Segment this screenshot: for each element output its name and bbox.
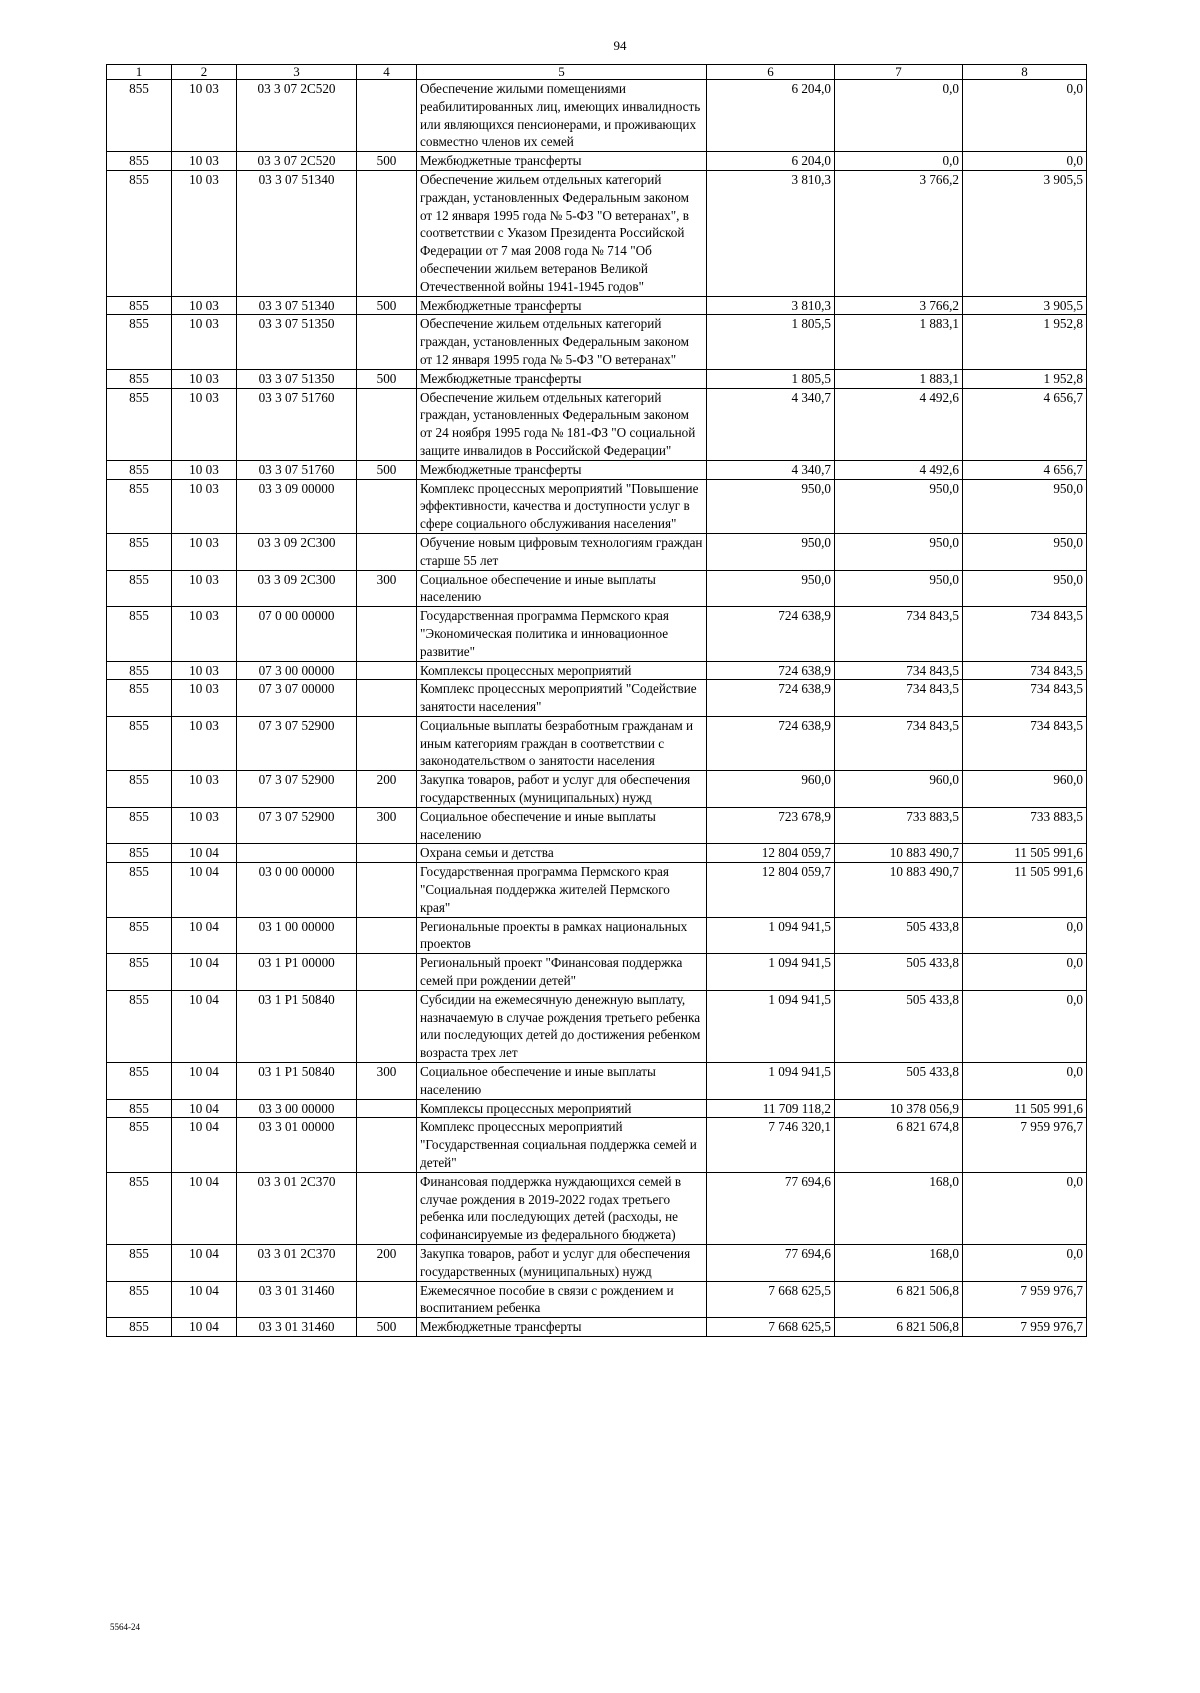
cell-amount-year3: 11 505 991,6 (963, 844, 1087, 863)
cell-amount-year3: 950,0 (963, 533, 1087, 570)
cell-target-article: 07 3 07 52900 (237, 807, 357, 844)
cell-amount-year2: 10 883 490,7 (835, 844, 963, 863)
cell-amount-year2: 6 821 674,8 (835, 1118, 963, 1172)
cell-amount-year3: 734 843,5 (963, 661, 1087, 680)
cell-amount-year2: 734 843,5 (835, 716, 963, 770)
cell-target-article: 07 3 07 00000 (237, 680, 357, 717)
table-row (107, 844, 1087, 863)
cell-section: 10 04 (172, 1281, 237, 1318)
col-header-6: 6 (707, 65, 835, 80)
cell-section: 10 03 (172, 369, 237, 388)
table-row (107, 990, 1087, 1062)
cell-amount-year1: 4 340,7 (707, 460, 835, 479)
cell-section: 10 03 (172, 716, 237, 770)
table-row (107, 771, 1087, 808)
table-row (107, 533, 1087, 570)
cell-name: Комплексы процессных мероприятий (417, 1099, 707, 1118)
table-row (107, 917, 1087, 954)
col-header-8: 8 (963, 65, 1087, 80)
cell-section: 10 04 (172, 1099, 237, 1118)
cell-target-article: 03 3 07 51350 (237, 315, 357, 369)
table-row (107, 296, 1087, 315)
cell-amount-year3: 11 505 991,6 (963, 863, 1087, 917)
cell-target-article: 03 3 07 51350 (237, 369, 357, 388)
cell-amount-year1: 1 805,5 (707, 315, 835, 369)
cell-target-article: 03 1 Р1 50840 (237, 1063, 357, 1100)
cell-ministry: 855 (107, 680, 172, 717)
cell-amount-year3: 1 952,8 (963, 369, 1087, 388)
cell-target-article: 03 3 07 2С520 (237, 80, 357, 152)
table-row (107, 1118, 1087, 1172)
cell-name: Межбюджетные трансферты (417, 369, 707, 388)
col-header-1: 1 (107, 65, 172, 80)
cell-expense-type (357, 479, 417, 533)
cell-amount-year1: 77 694,6 (707, 1172, 835, 1244)
cell-ministry: 855 (107, 570, 172, 607)
cell-target-article: 03 3 09 00000 (237, 479, 357, 533)
cell-section: 10 04 (172, 844, 237, 863)
cell-amount-year2: 4 492,6 (835, 460, 963, 479)
cell-amount-year1: 77 694,6 (707, 1245, 835, 1282)
cell-amount-year1: 3 810,3 (707, 170, 835, 296)
cell-amount-year3: 0,0 (963, 954, 1087, 991)
cell-expense-type (357, 954, 417, 991)
cell-amount-year2: 734 843,5 (835, 607, 963, 661)
cell-name: Межбюджетные трансферты (417, 152, 707, 171)
table-row (107, 388, 1087, 460)
cell-amount-year3: 1 952,8 (963, 315, 1087, 369)
cell-amount-year3: 3 905,5 (963, 296, 1087, 315)
cell-amount-year3: 734 843,5 (963, 607, 1087, 661)
cell-target-article (237, 844, 357, 863)
cell-amount-year1: 724 638,9 (707, 607, 835, 661)
cell-name: Обеспечение жильем отдельных категорий граждан, установленных Федеральным законом от 12 января 1995 года № 5-ФЗ "О ветеранах" (417, 315, 707, 369)
col-header-4: 4 (357, 65, 417, 80)
cell-amount-year1: 724 638,9 (707, 680, 835, 717)
cell-expense-type: 200 (357, 771, 417, 808)
cell-expense-type (357, 680, 417, 717)
cell-name: Межбюджетные трансферты (417, 1318, 707, 1337)
cell-expense-type (357, 1118, 417, 1172)
cell-amount-year2: 960,0 (835, 771, 963, 808)
table-row (107, 1245, 1087, 1282)
table-row (107, 1318, 1087, 1337)
cell-target-article: 07 3 07 52900 (237, 716, 357, 770)
cell-amount-year3: 7 959 976,7 (963, 1318, 1087, 1337)
cell-section: 10 04 (172, 1245, 237, 1282)
cell-ministry: 855 (107, 771, 172, 808)
cell-amount-year1: 950,0 (707, 533, 835, 570)
cell-amount-year1: 950,0 (707, 570, 835, 607)
cell-expense-type: 500 (357, 1318, 417, 1337)
table-row (107, 807, 1087, 844)
cell-amount-year2: 505 433,8 (835, 1063, 963, 1100)
cell-section: 10 04 (172, 990, 237, 1062)
cell-name: Комплекс процессных мероприятий "Содействие занятости населения" (417, 680, 707, 717)
cell-target-article: 03 3 07 2С520 (237, 152, 357, 171)
cell-name: Финансовая поддержка нуждающихся семей в случае рождения в 2019-2022 годах третьего ребенка или последующих детей (расходы, не софинансируемые из федерального бюджета) (417, 1172, 707, 1244)
cell-ministry: 855 (107, 1118, 172, 1172)
cell-amount-year1: 7 746 320,1 (707, 1118, 835, 1172)
cell-amount-year3: 0,0 (963, 917, 1087, 954)
header-row (107, 65, 1087, 80)
cell-amount-year1: 724 638,9 (707, 716, 835, 770)
cell-amount-year2: 1 883,1 (835, 369, 963, 388)
cell-amount-year1: 6 204,0 (707, 152, 835, 171)
cell-name: Обеспечение жильем отдельных категорий граждан, установленных Федеральным законом от 12 января 1995 года № 5-ФЗ "О ветеранах", в соответствии с Указом Президента Российской Федерации от 7 мая 2008 года № 714 "Об обеспечении жильем ветеранов Великой Отечественной войны 1941-1945 годов" (417, 170, 707, 296)
table-row (107, 1063, 1087, 1100)
cell-amount-year3: 950,0 (963, 479, 1087, 533)
cell-name: Региональный проект "Финансовая поддержка семей при рождении детей" (417, 954, 707, 991)
cell-target-article: 07 3 07 52900 (237, 771, 357, 808)
cell-ministry: 855 (107, 1099, 172, 1118)
cell-expense-type: 500 (357, 460, 417, 479)
cell-amount-year2: 168,0 (835, 1245, 963, 1282)
cell-target-article: 03 3 01 31460 (237, 1318, 357, 1337)
cell-section: 10 03 (172, 388, 237, 460)
cell-section: 10 03 (172, 170, 237, 296)
cell-amount-year1: 1 094 941,5 (707, 954, 835, 991)
cell-expense-type: 500 (357, 296, 417, 315)
cell-amount-year2: 950,0 (835, 570, 963, 607)
cell-section: 10 04 (172, 1318, 237, 1337)
cell-amount-year3: 3 905,5 (963, 170, 1087, 296)
cell-ministry: 855 (107, 1172, 172, 1244)
cell-target-article: 03 1 00 00000 (237, 917, 357, 954)
cell-target-article: 03 3 09 2С300 (237, 570, 357, 607)
cell-ministry: 855 (107, 954, 172, 991)
cell-ministry: 855 (107, 533, 172, 570)
cell-name: Обеспечение жилыми помещениями реабилитированных лиц, имеющих инвалидность или являющихся пенсионерами, и проживающих совместно членов их семей (417, 80, 707, 152)
cell-ministry: 855 (107, 807, 172, 844)
cell-expense-type: 200 (357, 1245, 417, 1282)
table-row (107, 607, 1087, 661)
cell-ministry: 855 (107, 863, 172, 917)
cell-amount-year1: 1 094 941,5 (707, 990, 835, 1062)
cell-name: Социальное обеспечение и иные выплаты населению (417, 570, 707, 607)
cell-expense-type (357, 661, 417, 680)
cell-expense-type (357, 80, 417, 152)
cell-expense-type (357, 1099, 417, 1118)
cell-amount-year3: 734 843,5 (963, 716, 1087, 770)
cell-name: Субсидии на ежемесячную денежную выплату, назначаемую в случае рождения третьего ребенка или последующих детей до достижения ребенком возраста трех лет (417, 990, 707, 1062)
cell-amount-year1: 724 638,9 (707, 661, 835, 680)
table-row (107, 1281, 1087, 1318)
cell-section: 10 03 (172, 570, 237, 607)
cell-target-article: 03 3 09 2С300 (237, 533, 357, 570)
cell-section: 10 03 (172, 680, 237, 717)
cell-name: Обеспечение жильем отдельных категорий граждан, установленных Федеральным законом от 24 ноября 1995 года № 181-ФЗ "О социальной защите инвалидов в Российской Федерации" (417, 388, 707, 460)
cell-amount-year2: 6 821 506,8 (835, 1281, 963, 1318)
cell-ministry: 855 (107, 1281, 172, 1318)
cell-amount-year2: 10 378 056,9 (835, 1099, 963, 1118)
cell-section: 10 03 (172, 771, 237, 808)
cell-amount-year3: 734 843,5 (963, 680, 1087, 717)
table-row (107, 315, 1087, 369)
cell-name: Региональные проекты в рамках национальных проектов (417, 917, 707, 954)
cell-amount-year2: 734 843,5 (835, 661, 963, 680)
document-code: 5564-24 (110, 1622, 140, 1632)
cell-name: Социальные выплаты безработным гражданам и иным категориям граждан в соответствии с законодательством о занятости населения (417, 716, 707, 770)
cell-ministry: 855 (107, 716, 172, 770)
cell-amount-year3: 7 959 976,7 (963, 1118, 1087, 1172)
cell-ministry: 855 (107, 369, 172, 388)
cell-section: 10 04 (172, 863, 237, 917)
cell-ministry: 855 (107, 844, 172, 863)
cell-expense-type (357, 607, 417, 661)
cell-name: Охрана семьи и детства (417, 844, 707, 863)
cell-section: 10 03 (172, 296, 237, 315)
cell-target-article: 03 3 01 31460 (237, 1281, 357, 1318)
cell-name: Закупка товаров, работ и услуг для обеспечения государственных (муниципальных) нужд (417, 771, 707, 808)
cell-expense-type: 500 (357, 152, 417, 171)
cell-target-article: 07 0 00 00000 (237, 607, 357, 661)
cell-amount-year1: 12 804 059,7 (707, 863, 835, 917)
cell-amount-year1: 1 094 941,5 (707, 1063, 835, 1100)
cell-amount-year1: 960,0 (707, 771, 835, 808)
cell-amount-year2: 734 843,5 (835, 680, 963, 717)
cell-target-article: 03 3 01 2С370 (237, 1172, 357, 1244)
cell-ministry: 855 (107, 917, 172, 954)
cell-expense-type: 300 (357, 1063, 417, 1100)
cell-name: Ежемесячное пособие в связи с рождением и воспитанием ребенка (417, 1281, 707, 1318)
table-row (107, 80, 1087, 152)
table-row (107, 680, 1087, 717)
cell-target-article: 03 3 01 2С370 (237, 1245, 357, 1282)
cell-name: Закупка товаров, работ и услуг для обеспечения государственных (муниципальных) нужд (417, 1245, 707, 1282)
table-row (107, 369, 1087, 388)
cell-name: Комплексы процессных мероприятий (417, 661, 707, 680)
cell-ministry: 855 (107, 170, 172, 296)
cell-amount-year3: 960,0 (963, 771, 1087, 808)
cell-ministry: 855 (107, 607, 172, 661)
cell-amount-year1: 7 668 625,5 (707, 1318, 835, 1337)
cell-amount-year1: 1 094 941,5 (707, 917, 835, 954)
cell-amount-year3: 0,0 (963, 152, 1087, 171)
cell-amount-year2: 4 492,6 (835, 388, 963, 460)
cell-name: Государственная программа Пермского края "Экономическая политика и инновационное развитие" (417, 607, 707, 661)
cell-amount-year2: 0,0 (835, 152, 963, 171)
cell-ministry: 855 (107, 80, 172, 152)
cell-amount-year1: 6 204,0 (707, 80, 835, 152)
cell-expense-type (357, 917, 417, 954)
table-row (107, 170, 1087, 296)
cell-amount-year1: 12 804 059,7 (707, 844, 835, 863)
cell-amount-year1: 1 805,5 (707, 369, 835, 388)
cell-target-article: 03 1 Р1 00000 (237, 954, 357, 991)
cell-ministry: 855 (107, 296, 172, 315)
cell-name: Комплекс процессных мероприятий "Повышение эффективности, качества и доступности услуг в сфере социального обслуживания населения" (417, 479, 707, 533)
table-row (107, 570, 1087, 607)
cell-target-article: 03 1 Р1 50840 (237, 990, 357, 1062)
cell-amount-year2: 505 433,8 (835, 917, 963, 954)
col-header-2: 2 (172, 65, 237, 80)
cell-target-article: 03 0 00 00000 (237, 863, 357, 917)
cell-name: Социальное обеспечение и иные выплаты населению (417, 807, 707, 844)
cell-amount-year3: 950,0 (963, 570, 1087, 607)
cell-name: Межбюджетные трансферты (417, 460, 707, 479)
table-row (107, 1172, 1087, 1244)
cell-ministry: 855 (107, 460, 172, 479)
col-header-5: 5 (417, 65, 707, 80)
table-row (107, 863, 1087, 917)
cell-ministry: 855 (107, 1063, 172, 1100)
cell-expense-type (357, 863, 417, 917)
table-row (107, 479, 1087, 533)
cell-amount-year2: 3 766,2 (835, 170, 963, 296)
cell-amount-year1: 723 678,9 (707, 807, 835, 844)
cell-amount-year1: 7 668 625,5 (707, 1281, 835, 1318)
cell-section: 10 03 (172, 460, 237, 479)
cell-name: Государственная программа Пермского края "Социальная поддержка жителей Пермского края" (417, 863, 707, 917)
col-header-7: 7 (835, 65, 963, 80)
cell-amount-year2: 3 766,2 (835, 296, 963, 315)
cell-section: 10 03 (172, 661, 237, 680)
cell-ministry: 855 (107, 315, 172, 369)
table-row (107, 152, 1087, 171)
cell-section: 10 03 (172, 807, 237, 844)
cell-expense-type: 500 (357, 369, 417, 388)
cell-amount-year3: 4 656,7 (963, 388, 1087, 460)
cell-expense-type (357, 844, 417, 863)
cell-target-article: 03 3 00 00000 (237, 1099, 357, 1118)
cell-section: 10 03 (172, 315, 237, 369)
cell-amount-year2: 505 433,8 (835, 954, 963, 991)
cell-section: 10 03 (172, 152, 237, 171)
cell-section: 10 04 (172, 917, 237, 954)
cell-section: 10 04 (172, 1118, 237, 1172)
cell-name: Обучение новым цифровым технологиям граждан старше 55 лет (417, 533, 707, 570)
cell-amount-year2: 505 433,8 (835, 990, 963, 1062)
cell-ministry: 855 (107, 661, 172, 680)
cell-amount-year3: 733 883,5 (963, 807, 1087, 844)
table-row (107, 661, 1087, 680)
col-header-3: 3 (237, 65, 357, 80)
cell-amount-year3: 7 959 976,7 (963, 1281, 1087, 1318)
cell-expense-type: 300 (357, 807, 417, 844)
cell-ministry: 855 (107, 990, 172, 1062)
cell-name: Социальное обеспечение и иные выплаты населению (417, 1063, 707, 1100)
cell-amount-year1: 950,0 (707, 479, 835, 533)
cell-amount-year2: 1 883,1 (835, 315, 963, 369)
cell-amount-year3: 0,0 (963, 990, 1087, 1062)
cell-target-article: 07 3 00 00000 (237, 661, 357, 680)
cell-target-article: 03 3 07 51760 (237, 460, 357, 479)
table-row (107, 954, 1087, 991)
cell-ministry: 855 (107, 1245, 172, 1282)
cell-target-article: 03 3 07 51760 (237, 388, 357, 460)
cell-amount-year3: 0,0 (963, 1172, 1087, 1244)
cell-amount-year2: 6 821 506,8 (835, 1318, 963, 1337)
cell-amount-year3: 0,0 (963, 1245, 1087, 1282)
cell-expense-type (357, 315, 417, 369)
cell-expense-type: 300 (357, 570, 417, 607)
cell-amount-year1: 11 709 118,2 (707, 1099, 835, 1118)
cell-amount-year3: 4 656,7 (963, 460, 1087, 479)
cell-expense-type (357, 990, 417, 1062)
table-row (107, 1099, 1087, 1118)
budget-table (106, 64, 1087, 1337)
cell-expense-type (357, 1281, 417, 1318)
cell-amount-year3: 0,0 (963, 1063, 1087, 1100)
cell-expense-type (357, 1172, 417, 1244)
cell-section: 10 03 (172, 533, 237, 570)
cell-expense-type (357, 716, 417, 770)
cell-target-article: 03 3 07 51340 (237, 296, 357, 315)
cell-amount-year2: 950,0 (835, 533, 963, 570)
cell-amount-year3: 11 505 991,6 (963, 1099, 1087, 1118)
table-row (107, 716, 1087, 770)
cell-section: 10 04 (172, 954, 237, 991)
cell-ministry: 855 (107, 152, 172, 171)
cell-expense-type (357, 388, 417, 460)
cell-section: 10 03 (172, 80, 237, 152)
cell-amount-year1: 3 810,3 (707, 296, 835, 315)
cell-expense-type (357, 533, 417, 570)
cell-amount-year3: 0,0 (963, 80, 1087, 152)
cell-amount-year2: 950,0 (835, 479, 963, 533)
page-number: 94 (613, 38, 627, 53)
table-row (107, 460, 1087, 479)
cell-expense-type (357, 170, 417, 296)
cell-target-article: 03 3 01 00000 (237, 1118, 357, 1172)
cell-name: Комплекс процессных мероприятий "Государственная социальная поддержка семей и детей" (417, 1118, 707, 1172)
cell-section: 10 03 (172, 479, 237, 533)
cell-amount-year2: 0,0 (835, 80, 963, 152)
cell-ministry: 855 (107, 388, 172, 460)
cell-section: 10 04 (172, 1063, 237, 1100)
cell-section: 10 04 (172, 1172, 237, 1244)
cell-amount-year2: 168,0 (835, 1172, 963, 1244)
cell-target-article: 03 3 07 51340 (237, 170, 357, 296)
cell-section: 10 03 (172, 607, 237, 661)
cell-amount-year1: 4 340,7 (707, 388, 835, 460)
cell-name: Межбюджетные трансферты (417, 296, 707, 315)
cell-ministry: 855 (107, 479, 172, 533)
cell-amount-year2: 733 883,5 (835, 807, 963, 844)
cell-ministry: 855 (107, 1318, 172, 1337)
cell-amount-year2: 10 883 490,7 (835, 863, 963, 917)
